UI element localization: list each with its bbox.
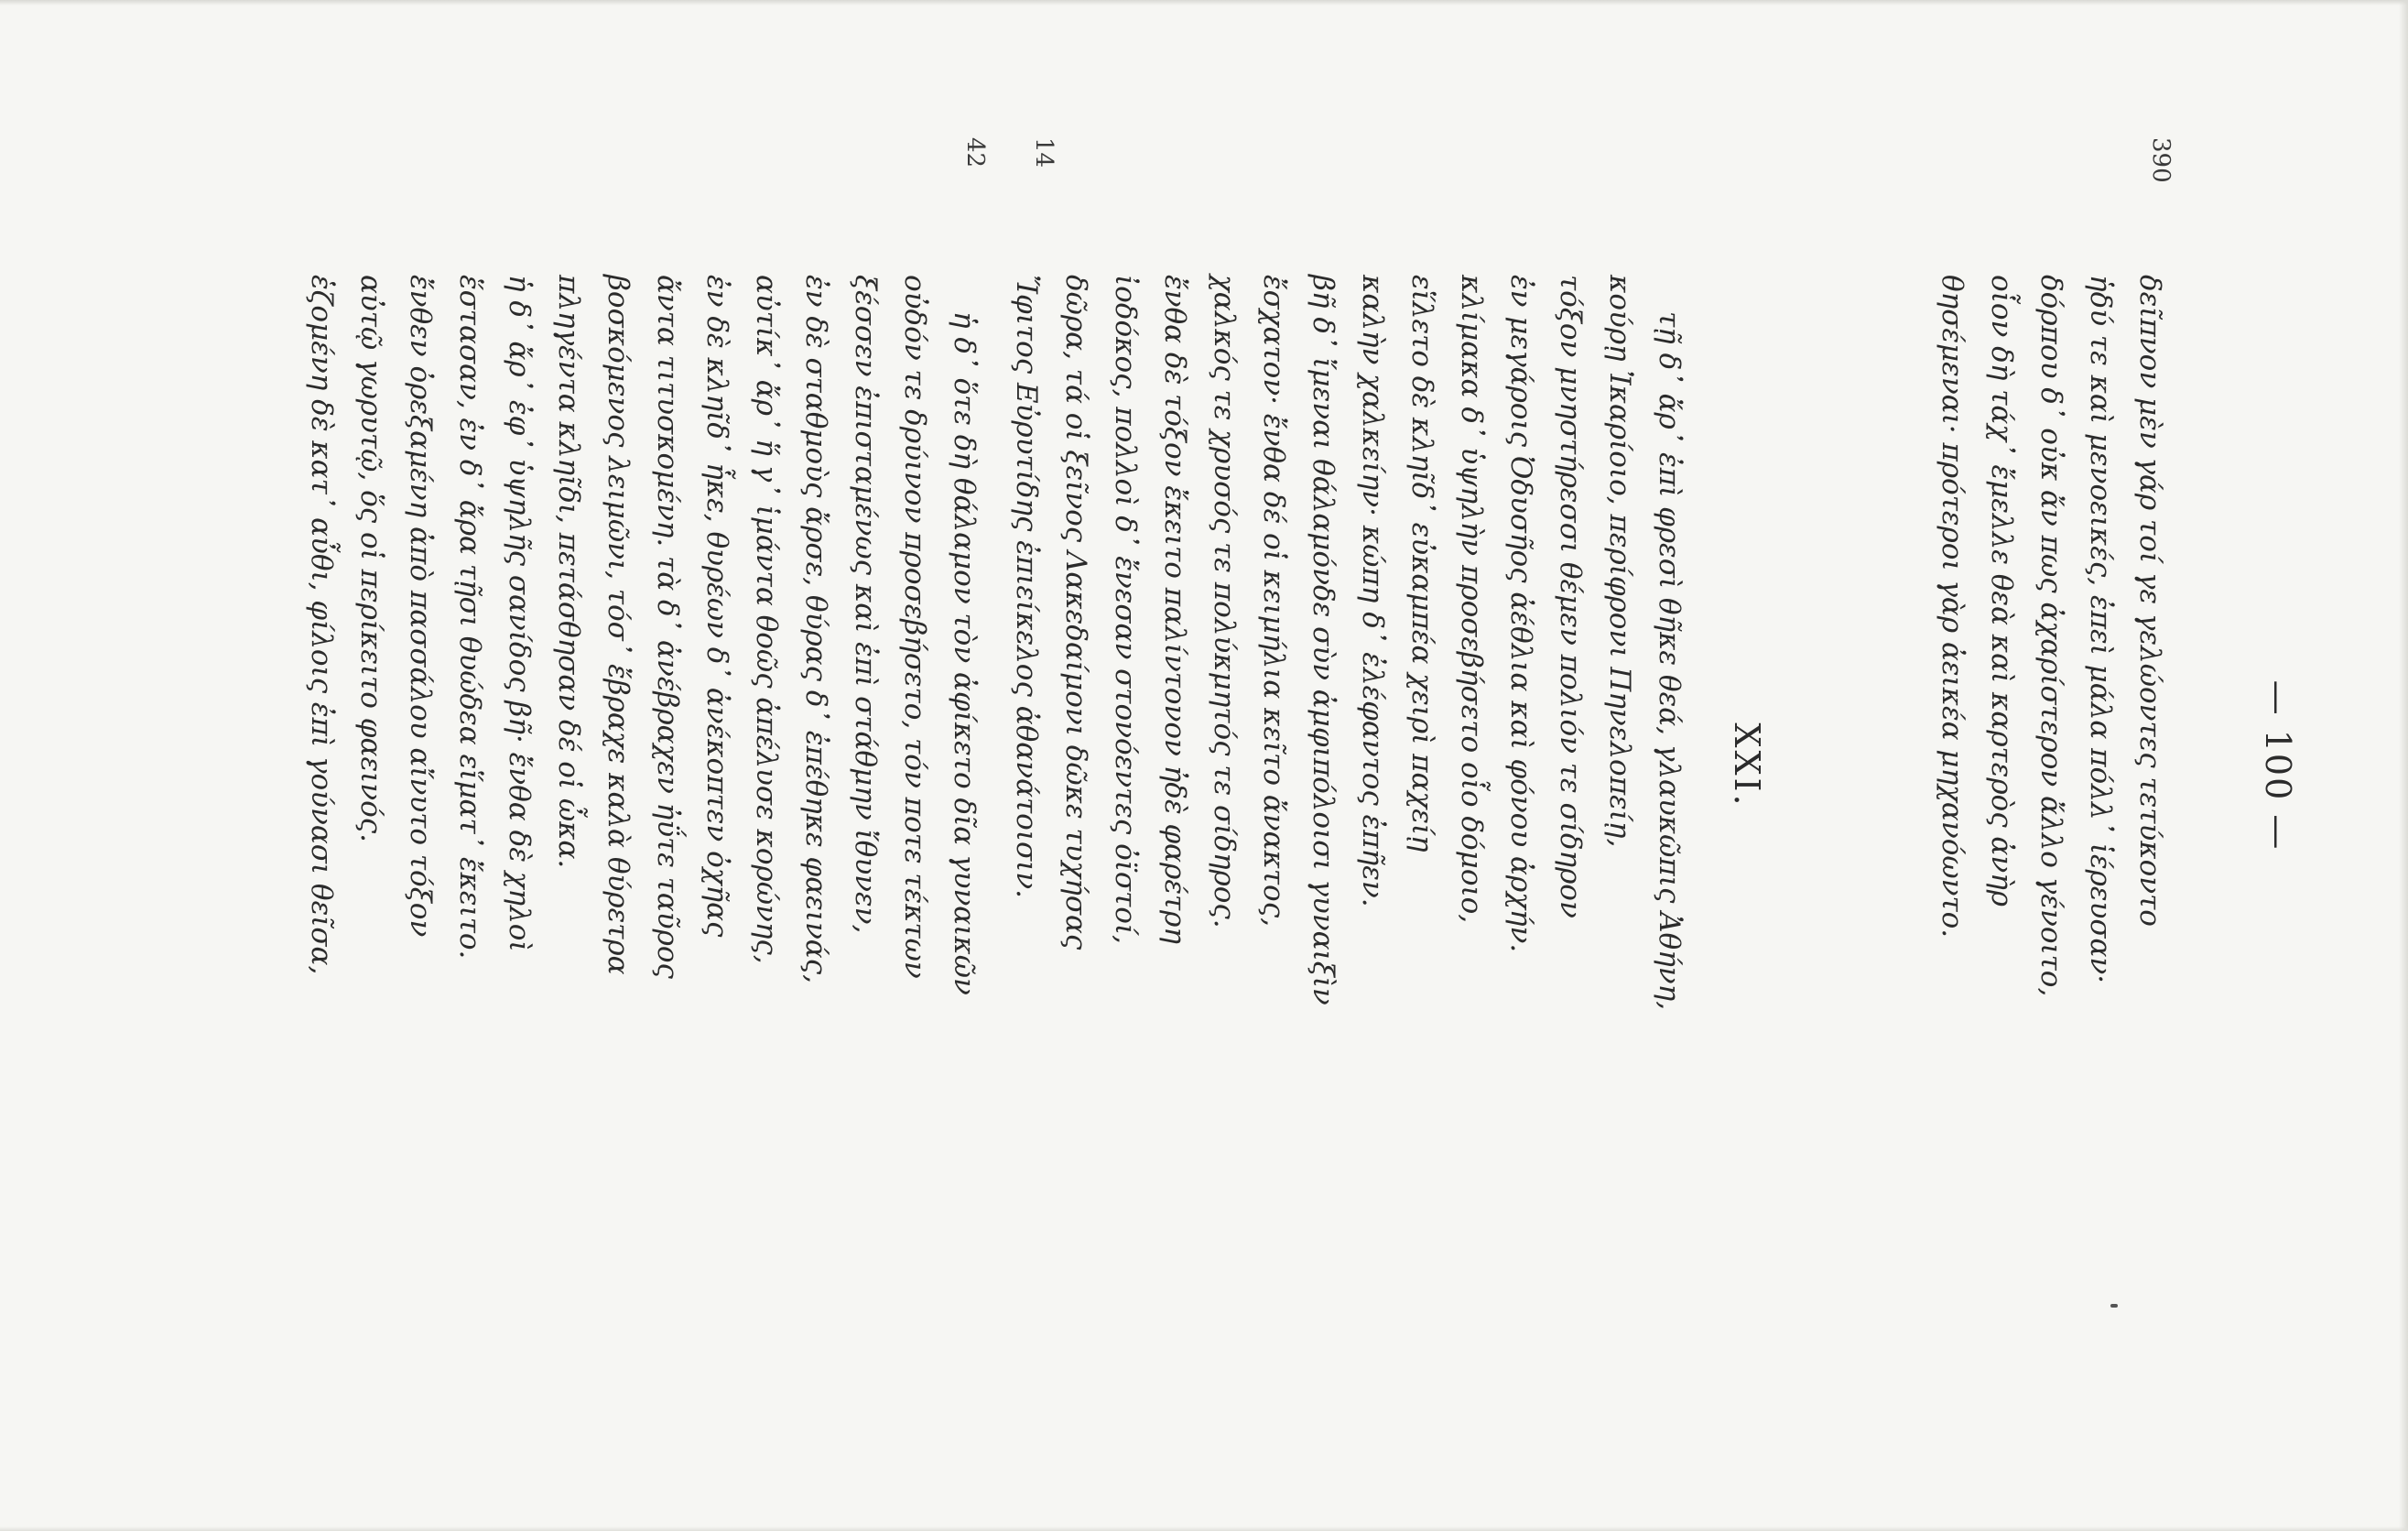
verse-line: οἷον δὴ τάχ᾽ ἔμελλε θεὰ καὶ καρτερὸς ἀνὴρ [1985, 275, 2018, 907]
line-number-14: 14 [1030, 137, 1058, 168]
verse-line: ἔσχατον· ἔνθα δέ οἱ κειμήλια κεῖτο ἄνακτος, [1257, 275, 1290, 927]
verse-line: κούρῃ Ἰκαρίοιο, περίφρονι Πηνελοπείῃ, [1603, 275, 1636, 848]
verse-line: δόρπου δ᾽ οὐκ ἄν πως ἀχαρίστερον ἄλλο γένοιτο, [2034, 275, 2067, 997]
verse-block-2 [1002, 275, 1694, 1282]
verse-line: ἡ δ᾽ ὅτε δὴ θάλαμον τὸν ἀφίκετο δῖα γυναικῶν [948, 311, 981, 995]
verse-line: βῆ δ᾽ ἴμεναι θάλαμόνδε σὺν ἀμφιπόλοισι γυναιξὶν [1307, 275, 1340, 1005]
verse-line: ἡ δ᾽ ἄρ᾽ ἐφ᾽ ὑψηλῆς σανίδος βῆ· ἔνθα δὲ χηλοὶ [503, 275, 536, 952]
page-number-header: — 100 — [2258, 679, 2298, 852]
verse-line: ἐν μεγάροις Ὀδυσῆος ἀέθλια καὶ φόνου ἀρχήν. [1504, 275, 1537, 953]
verse-line: δεῖπνον μὲν γάρ τοί γε γελώοντες τετύκοντο [2133, 275, 2166, 927]
verse-line: τῇ δ᾽ ἄρ᾽ ἐπὶ φρεσὶ θῆκε θεά, γλαυκῶπις Ἀθήνη, [1653, 311, 1686, 1011]
verse-block-3 [297, 275, 989, 1282]
verse-line: βοσκόμενος λειμῶνι, τόσ᾽ ἔβραχε καλὰ θύρετρα [602, 275, 635, 975]
verse-line: οὐδόν τε δρύινον προσεβήσετο, τόν ποτε τέκτων [898, 275, 931, 979]
verse-line: ἕστασαν, ἐν δ᾽ ἄρα τῇσι θυώδεα εἵματ᾽ ἔκειτο. [453, 275, 486, 960]
verse-line: δῶρα, τά οἱ ξεῖνος Λακεδαίμονι δῶκε τυχήσας [1059, 275, 1092, 950]
line-number-390: 390 [2147, 137, 2175, 183]
verse-block-1 [1927, 275, 2175, 1282]
verse-line: αὐτίκ᾽ ἄρ᾽ ἥ γ᾽ ἱμάντα θοῶς ἀπέλυσε κορώνης, [750, 275, 783, 964]
line-number-42: 42 [961, 137, 989, 168]
verse-line: ἄντα τιτυσκομένη. τὰ δ᾽ ἀνέβραχεν ἠΰτε ταῦρος [651, 275, 684, 979]
verse-line: θησέμεναι· πρότεροι γὰρ ἀεικέα μηχανόωντο. [1936, 275, 1969, 939]
verse-line: χαλκός τε χρυσός τε πολύκμητός τε σίδηρος. [1208, 275, 1241, 928]
verse-line: ξέσσεν ἐπισταμένως καὶ ἐπὶ στάθμην ἴθυνεν, [849, 275, 882, 934]
verse-line: Ἴφιτος Εὐρυτίδης ἐπιείκελος ἀθανάτοισιν. [1010, 275, 1043, 898]
verse-line: τόξον μνηστήρεσσι θέμεν πολιόν τε σίδηρον [1554, 275, 1587, 918]
verse-line: ἐν δὲ σταθμοὺς ἄρσε, θύρας δ᾽ ἐπέθηκε φαεινάς, [799, 275, 832, 983]
verse-line: εἵλετο δὲ κληῖδ᾽ εὐκαμπέα χειρὶ παχείῃ [1405, 275, 1438, 852]
verse-line: ἔνθεν ὀρεξαμένη ἀπὸ πασσάλου αἴνυτο τόξον [404, 275, 437, 938]
verse-line: ἑζομένη δὲ κατ᾽ αὖθι, φίλοις ἐπὶ γούνασι θεῖσα, [305, 275, 338, 975]
verse-line: ἡδύ τε καὶ μενοεικές, ἐπεὶ μάλα πόλλ᾽ ἱέρευσαν· [2084, 275, 2117, 984]
verse-line: καλὴν χαλκείην· κώπη δ᾽ ἐλέφαντος ἐπῆεν. [1356, 275, 1389, 907]
verse-line: ἔνθα δὲ τόξον ἔκειτο παλίντονον ἠδὲ φαρέτρη [1158, 275, 1191, 944]
verse-line: κλίμακα δ᾽ ὑψηλὴν προσεβήσετο οἷο δόμοιο, [1455, 275, 1488, 924]
verse-line: ἰοδόκος, πολλοὶ δ᾽ ἔνεσαν στονόεντες ὀϊστοί, [1109, 275, 1142, 944]
book-title: XXI. [1727, 722, 1767, 809]
verse-line: ἐν δὲ κληῖδ᾽ ἧκε, θυρέων δ᾽ ἀνέκοπτεν ὀχῆας [700, 275, 733, 938]
verse-line: αὐτῷ γωρυτῷ, ὅς οἱ περίκειτο φαεινός. [354, 275, 387, 842]
verse-line: πληγέντα κληῖδι, πετάσθησαν δέ οἱ ὦκα. [552, 275, 585, 869]
